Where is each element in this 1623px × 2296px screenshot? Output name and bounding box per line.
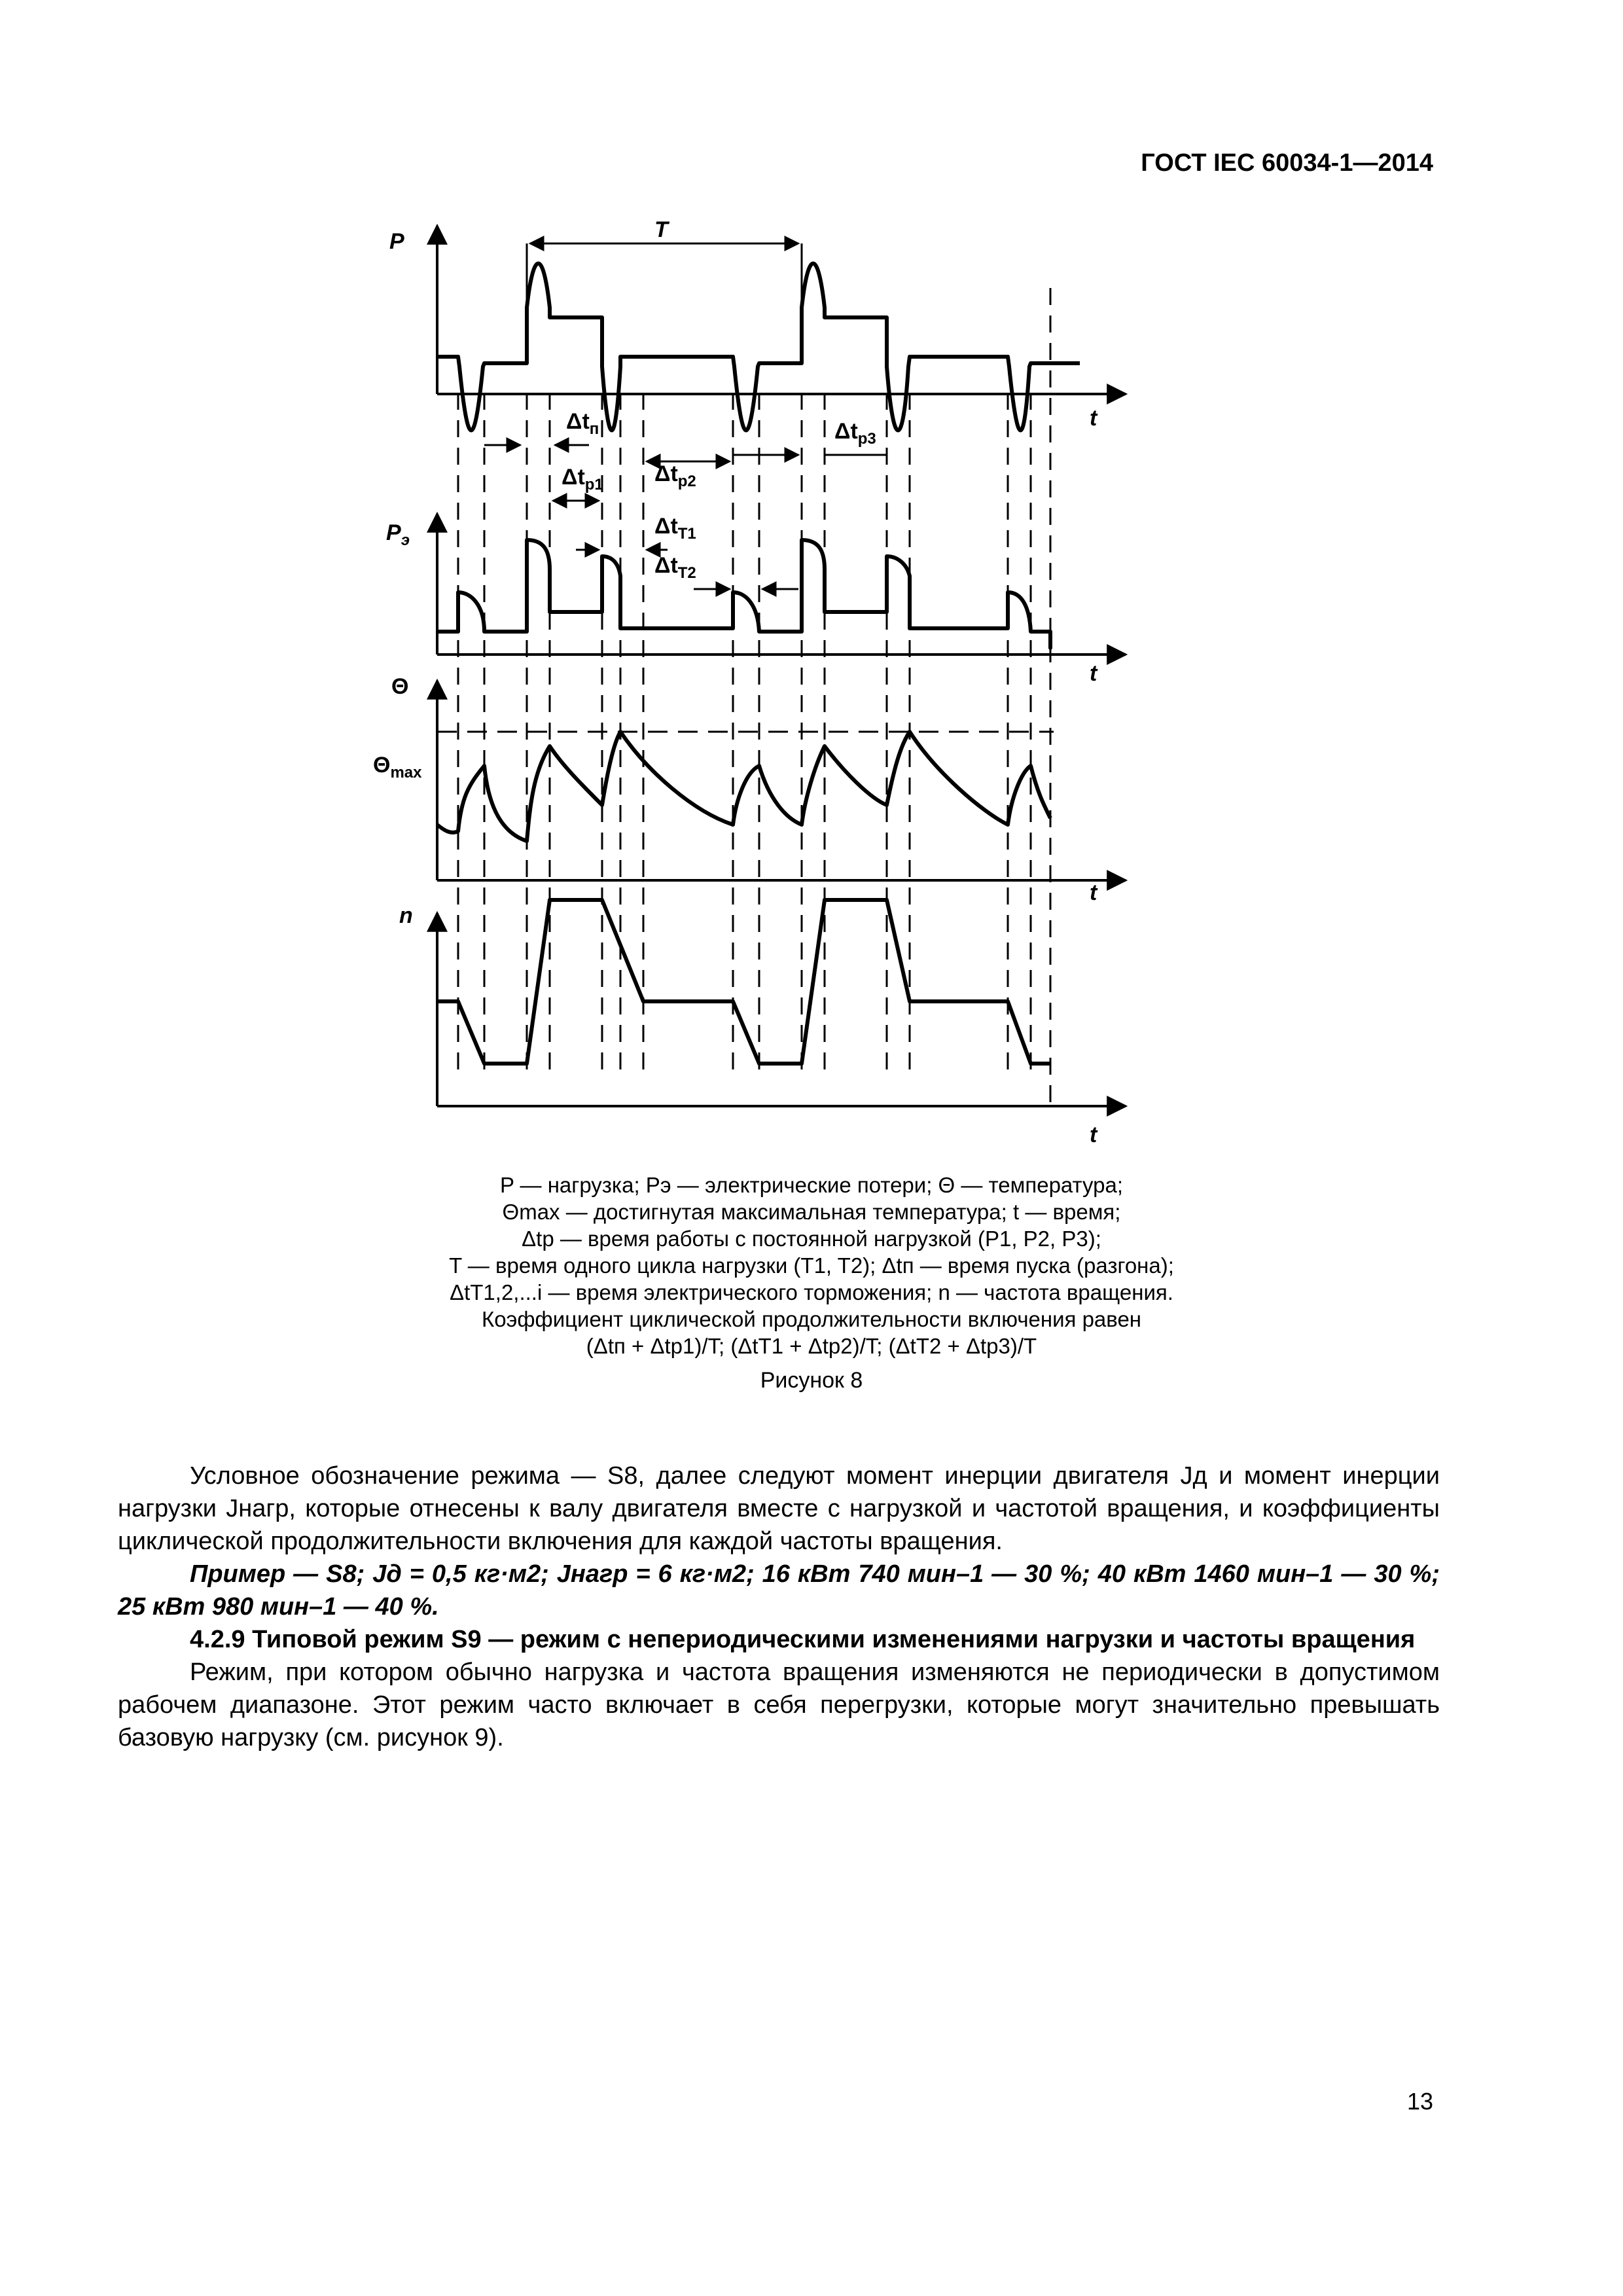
legend-line: (Δtп + Δtp1)/T; (ΔtT1 + Δtp2)/T; (ΔtT2 + Δtp3)/T: [586, 1334, 1037, 1358]
p-time-label: t: [1090, 406, 1097, 431]
n-axis-label: n: [399, 903, 413, 928]
legend-line: T — время одного цикла нагрузки (T1, T2); Δtп — время пуска (разгона);: [449, 1253, 1174, 1278]
dt-p2-label: $\Delta t_{p2}$: [654, 461, 696, 490]
temperature-panel: [373, 674, 1126, 905]
period-label: T: [654, 217, 668, 242]
legend-line: Коэффициент циклической продолжительности включения равен: [481, 1307, 1142, 1331]
dt-p1-label: $\Delta t_{p1}$: [562, 465, 603, 493]
section-heading-4-2-9: 4.2.9 Типовой режим S9 — режим с непериодическими изменениями нагрузки и частоты вращения: [190, 1626, 1416, 1653]
theta-max-label: $\Theta_{max}$: [373, 753, 422, 781]
electrical-losses-panel: [386, 514, 1126, 686]
figure-caption: Рисунок 8: [760, 1368, 863, 1393]
page-number: 13: [1406, 2088, 1433, 2115]
dt-t2-label: $\Delta t_{T2}$: [654, 553, 696, 582]
temperature-curve: [437, 732, 1050, 841]
losses-curve: [437, 540, 1050, 648]
example-paragraph: Пример — S8; Jд = 0,5 кг·м2; Jнагр = 6 кг·м2; 16 кВт 740 мин–1 — 30 %; 40 кВт 1460 мин–1 — 30 %; 25 кВт 980 мин–1 — 40 %.: [118, 1560, 1440, 1621]
p-axis-label: P: [389, 229, 404, 254]
legend-line: Θmax — достигнутая максимальная температура; t — время;: [502, 1200, 1121, 1224]
paragraph-s8: Условное обозначение режима — S8, далее следуют момент инерции двигателя Jд и момент инерции нагрузки Jнагр, которые отнесены к валу двигателя вместе с нагрузкой и частотой вращения, и коэффициенты циклической продолжительности включения для каждой частоты вращения.: [118, 1462, 1440, 1555]
legend-line: ΔtT1,2,...i — время электрического торможения; n — частота вращения.: [450, 1280, 1173, 1304]
pe-axis-label: $P_э$: [386, 520, 410, 549]
load-panel: [389, 217, 1126, 589]
legend-line: Δtp — время работы с постоянной нагрузкой (P1, P2, P3);: [522, 1227, 1101, 1251]
dt-t1-label: $\Delta t_{T1}$: [654, 514, 696, 543]
n-time-label: t: [1090, 1122, 1097, 1147]
pe-time-label: t: [1090, 661, 1097, 686]
paragraph-s9: Режим, при котором обычно нагрузка и частота вращения изменяются не периодически в допустимом рабочем диапазоне. Этот режим часто включает в себя перегрузки, которые могут значительно превышать базовую нагрузку (см. рисунок 9).: [118, 1659, 1440, 1751]
theta-axis-label: Θ: [391, 674, 409, 699]
body-text: [118, 1460, 1440, 1754]
speed-curve: [437, 900, 1050, 1064]
dt-n-label: $\Delta t_п$: [566, 409, 599, 438]
dt-p3-label: $\Delta t_{p3}$: [834, 419, 876, 448]
legend-line: P — нагрузка; Pэ — электрические потери; Θ — температура;: [499, 1173, 1124, 1197]
theta-time-label: t: [1090, 880, 1097, 905]
speed-panel: [399, 900, 1126, 1147]
figure-legend: [288, 1172, 1335, 1359]
document-header: ГОСТ IEC 60034-1—2014: [1141, 149, 1433, 177]
